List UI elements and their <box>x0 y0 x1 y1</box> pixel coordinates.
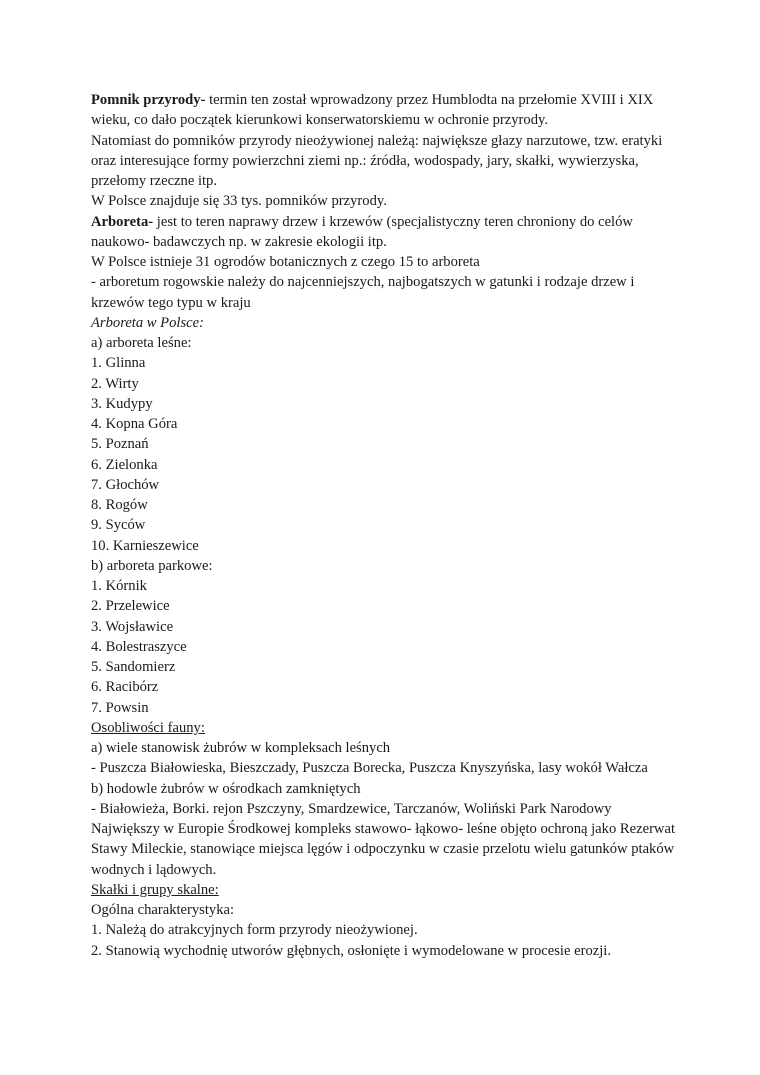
list-item: 1. Kórnik <box>91 578 147 594</box>
fauna-b-text: - Białowieża, Borki. rejon Pszczyny, Smardzewice, Tarczanów, Woliński Park Narodowy Największy w Europie Środkowej kompleks stawowo- łąkowo- leśne objęto ochroną jako Rezerwat Stawy Mileckie, stanowiące miejsca lęgów i odpoczynku w czasie przelotu wielu gatunków ptaków wodnych i lądowych. <box>91 800 675 878</box>
list-item: 3. Kudypy <box>91 395 153 412</box>
list-item: 7. Powsin <box>91 699 149 716</box>
list-item: 7. Głochów <box>91 476 160 493</box>
list-item: 2. Stanowią wychodnię utworów głębnych, osłonięte i wymodelowane w procesie erozji. <box>91 942 611 959</box>
fauna-b-label: b) hodowle żubrów w ośrodkach zamkniętych <box>91 780 361 797</box>
document-page <box>91 90 676 961</box>
pomnik-count: W Polsce znajduje się 33 tys. pomników przyrody. <box>91 193 387 210</box>
pomnik-term: Pomnik przyrody- <box>91 92 206 108</box>
fauna-a-label: a) wiele stanowisk żubrów w kompleksach leśnych <box>91 740 391 756</box>
list-item: 2. Wirty <box>91 375 139 392</box>
list-item: 3. Wojsławice <box>91 618 174 635</box>
pomnik-nieozywione-paragraph: Natomiast do pomników przyrody nieożywionej należą: największe głazy narzutowe, tzw. eratyki oraz interesujące formy powierzchni ziemi np.: źródła, wodospady, jary, skałki, wywierzyska, przełomy rzeczne itp. <box>91 132 663 189</box>
arboreta-count: W Polsce istnieje 31 ogrodów botanicznych z czego 15 to arboreta <box>91 254 480 270</box>
fauna-heading: Osobliwości fauny: <box>91 719 205 736</box>
list-item: 1. Należą do atrakcyjnych form przyrody nieożywionej. <box>91 922 418 939</box>
arboreta-parkowe-list <box>91 576 676 718</box>
arboreta-paragraph <box>91 212 676 253</box>
list-item: 4. Kopna Góra <box>91 416 178 432</box>
skalki-subheading: Ogólna charakterystyka: <box>91 902 235 918</box>
fauna-a-text: - Puszcza Białowieska, Bieszczady, Puszcza Borecka, Puszcza Knyszyńska, lasy wokół Wałcza <box>91 760 648 777</box>
list-item: 6. Racibórz <box>91 679 159 696</box>
list-item: 9. Syców <box>91 517 146 534</box>
pomnik-definition: termin ten został wprowadzony przez Humblodta na przełomie XVIII i XIX wieku, co dało początek kierunkowi konserwatorskiemu w ochronie przyrody. <box>91 92 654 129</box>
list-item: 10. Karnieszewice <box>91 537 199 554</box>
arboreta-term: Arboreta- <box>91 213 154 230</box>
arboreta-lesne-list <box>91 353 676 556</box>
list-item: 8. Rogów <box>91 497 148 513</box>
pomnik-paragraph <box>91 90 676 131</box>
list-item: 5. Poznań <box>91 436 149 453</box>
skalki-heading: Skałki i grupy skalne: <box>91 881 219 898</box>
arboreta-heading: Arboreta w Polsce: <box>91 314 204 331</box>
list-item: 5. Sandomierz <box>91 659 176 675</box>
list-item: 4. Bolestraszyce <box>91 638 187 655</box>
arboreta-definition: jest to teren naprawy drzew i krzewów (specjalistyczny teren chroniony do celów naukowo- badawczych np. w zakresie ekologii itp. <box>91 213 633 250</box>
list-item: 6. Zielonka <box>91 456 158 473</box>
arboreta-lesne-label: a) arboreta leśne: <box>91 335 192 351</box>
list-item: 2. Przelewice <box>91 598 170 615</box>
arboreta-parkowe-label: b) arboreta parkowe: <box>91 557 213 574</box>
arboreta-rogow: - arboretum rogowskie należy do najcenniejszych, najbogatszych w gatunki i rodzaje drzew i krzewów tego typu w kraju <box>91 274 635 311</box>
list-item: 1. Glinna <box>91 355 146 372</box>
